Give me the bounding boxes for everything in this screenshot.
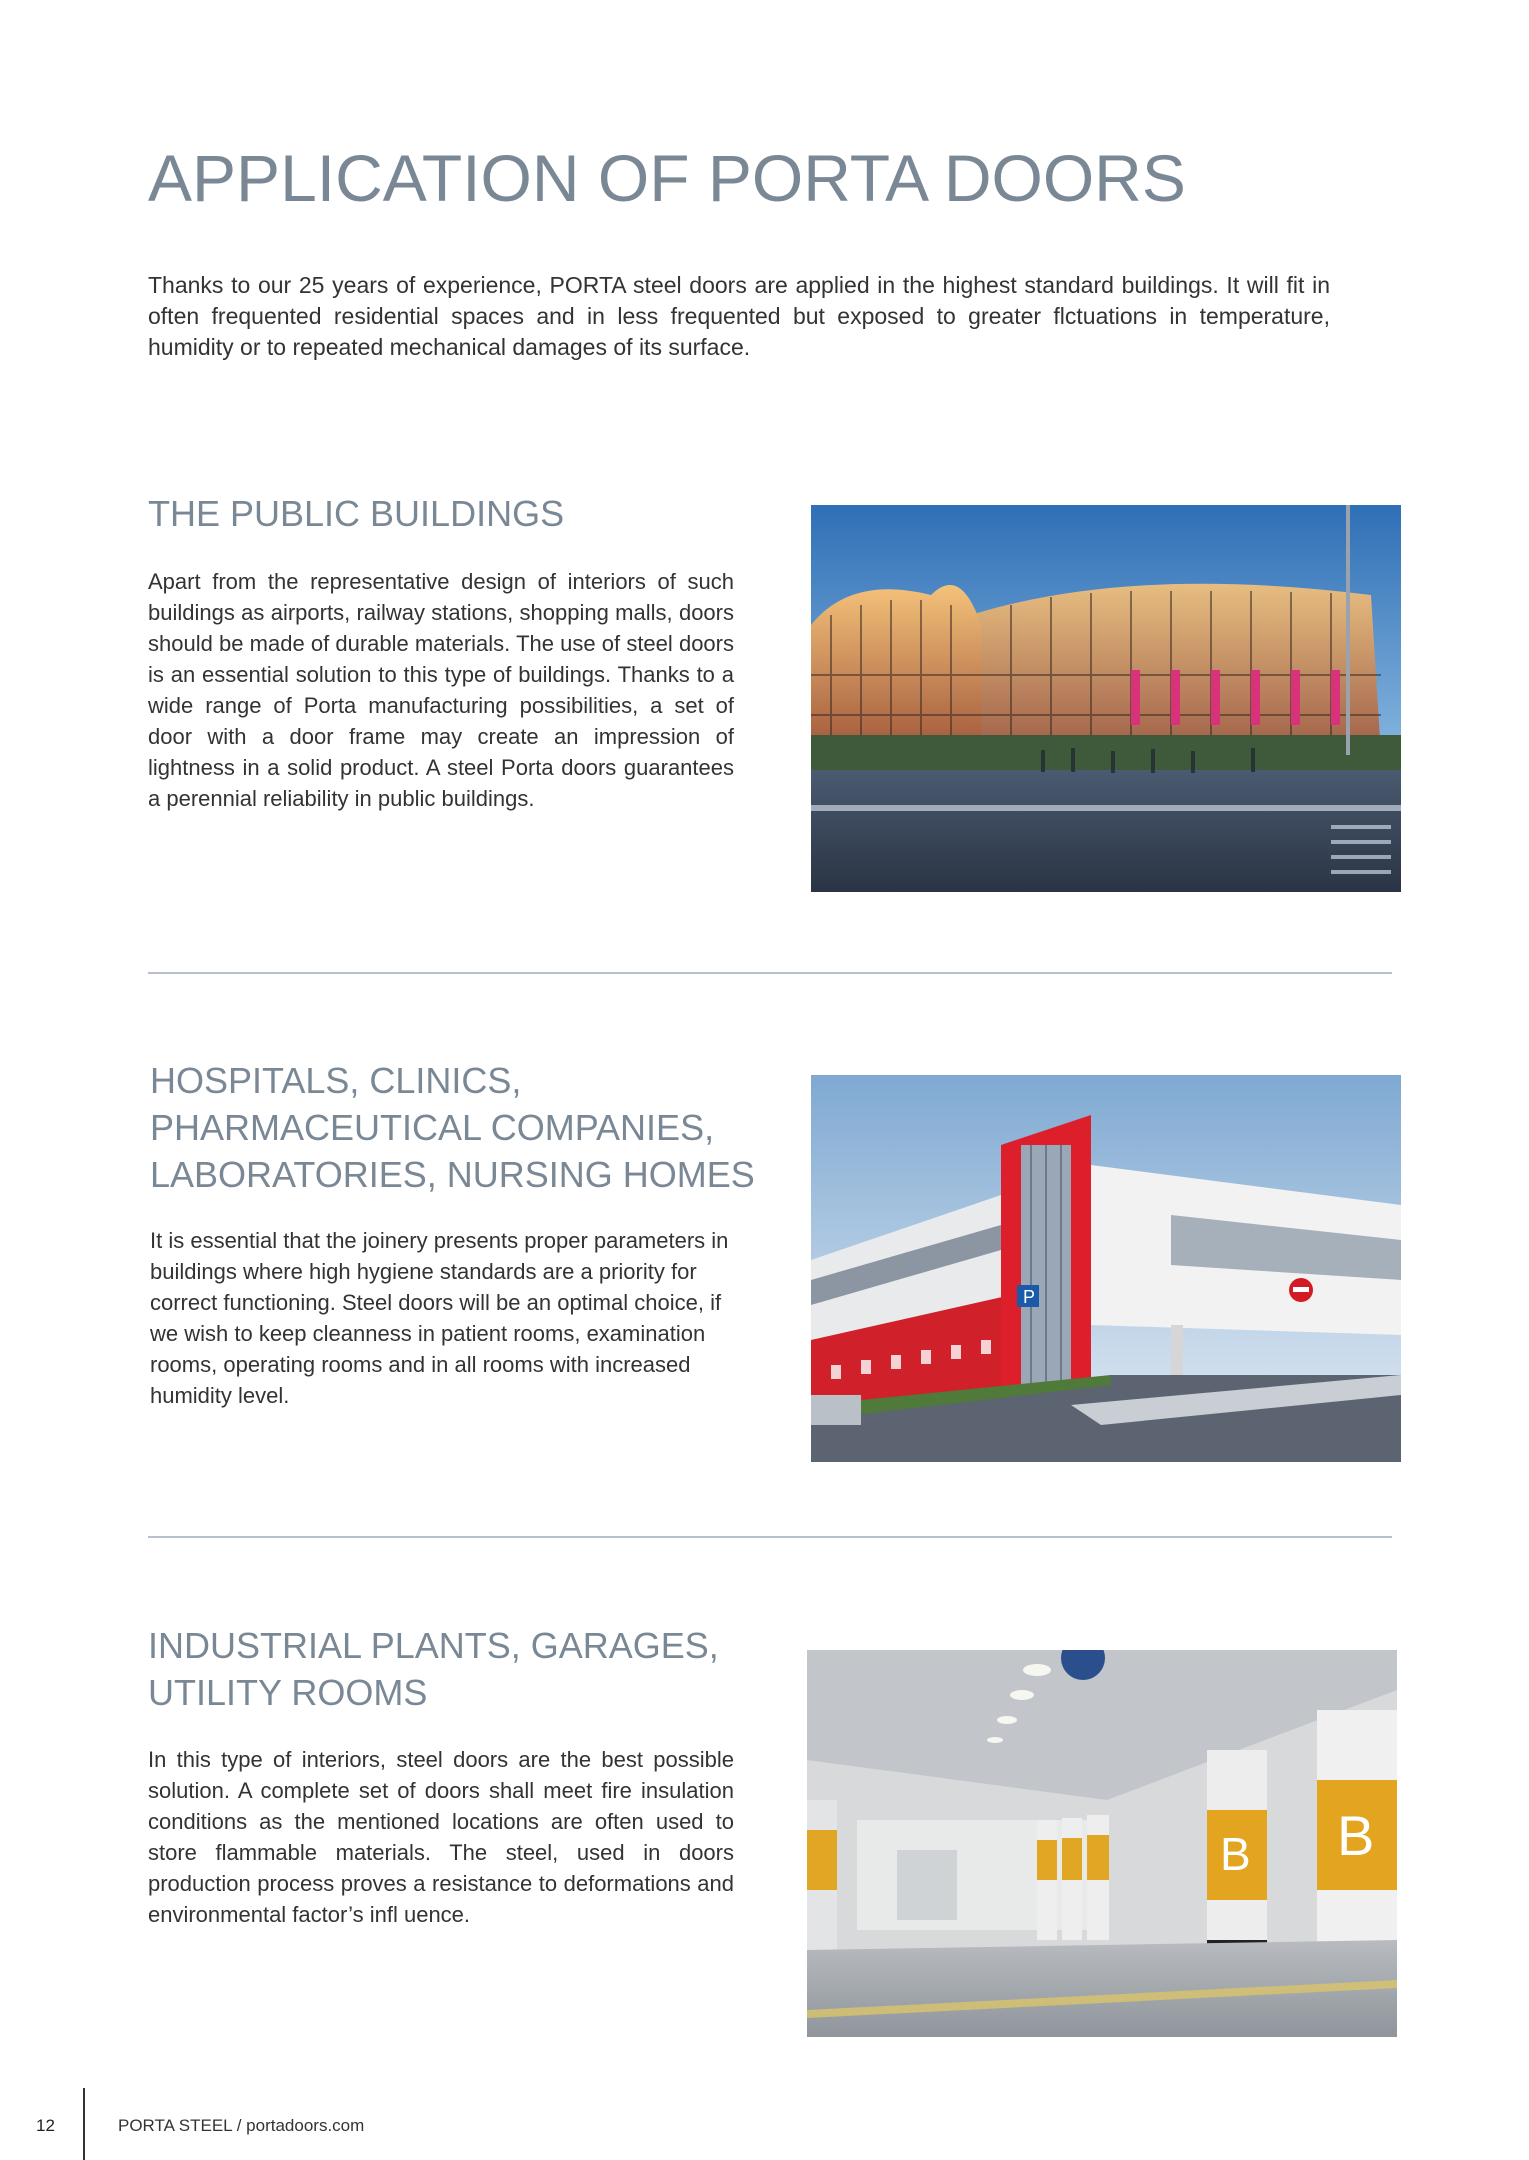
garage-b-sign: B (1337, 1804, 1375, 1867)
heading-line: UTILITY ROOMS (148, 1672, 428, 1713)
section-heading-hospitals (150, 1057, 755, 1198)
hospital-photo (811, 1075, 1401, 1462)
section-body-hospitals: It is essential that the joinery presents proper parameters in buildings where high hygiene standards are a priority for correct functioning. Steel doors will be an optimal choice, if we wish to keep cleanness in patient rooms, examination rooms, operating rooms and in all rooms with increased humidity level. (150, 1228, 729, 1408)
page-number: 12 (36, 2116, 55, 2135)
section-divider (148, 972, 1392, 974)
section-heading-industrial (148, 1622, 719, 1716)
section-heading-public-buildings: THE PUBLIC BUILDINGS (148, 493, 565, 534)
footer-rule (83, 2088, 85, 2160)
garage-photo (807, 1650, 1397, 2037)
heading-line: HOSPITALS, CLINICS, (150, 1060, 522, 1101)
public-building-photo (811, 505, 1401, 892)
heading-line: LABORATORIES, NURSING HOMES (150, 1154, 755, 1195)
section-body-industrial: In this type of interiors, steel doors are the best possible solution. A complete set of doors shall meet fire insulation conditions as the mentioned locations are often used to store flammable materials. The steel, used in doors production process proves a resistance to deformations and environmental factor’s infl uence. (148, 1747, 734, 1927)
footer-text: PORTA STEEL / portadoors.com (118, 2116, 365, 2135)
section-body-public-buildings: Apart from the representative design of interiors of such buildings as airports, railway stations, shopping malls, doors should be made of durable materials. The use of steel doors is an essential solution to this type of buildings. Thanks to a wide range of Porta manufacturing possibilities, a set of door with a door frame may create an impression of lightness in a solid product. A steel Porta doors guarantees a perennial reliability in public buildings. (148, 569, 734, 811)
heading-line: INDUSTRIAL PLANTS, GARAGES, (148, 1625, 719, 1666)
section-divider (148, 1536, 1392, 1538)
page-title: APPLICATION OF PORTA DOORS (148, 141, 1186, 215)
intro-paragraph: Thanks to our 25 years of experience, PORTA steel doors are applied in the highest standard buildings. It will fit in often frequented residential spaces and in less frequented but exposed to greater flctuations in temperature, humidity or to repeated mechanical damages of its surface. (148, 272, 1330, 360)
garage-b-sign: B (1220, 1828, 1251, 1880)
parking-sign-icon: P (1023, 1287, 1036, 1307)
heading-line: PHARMACEUTICAL COMPANIES, (150, 1107, 715, 1148)
